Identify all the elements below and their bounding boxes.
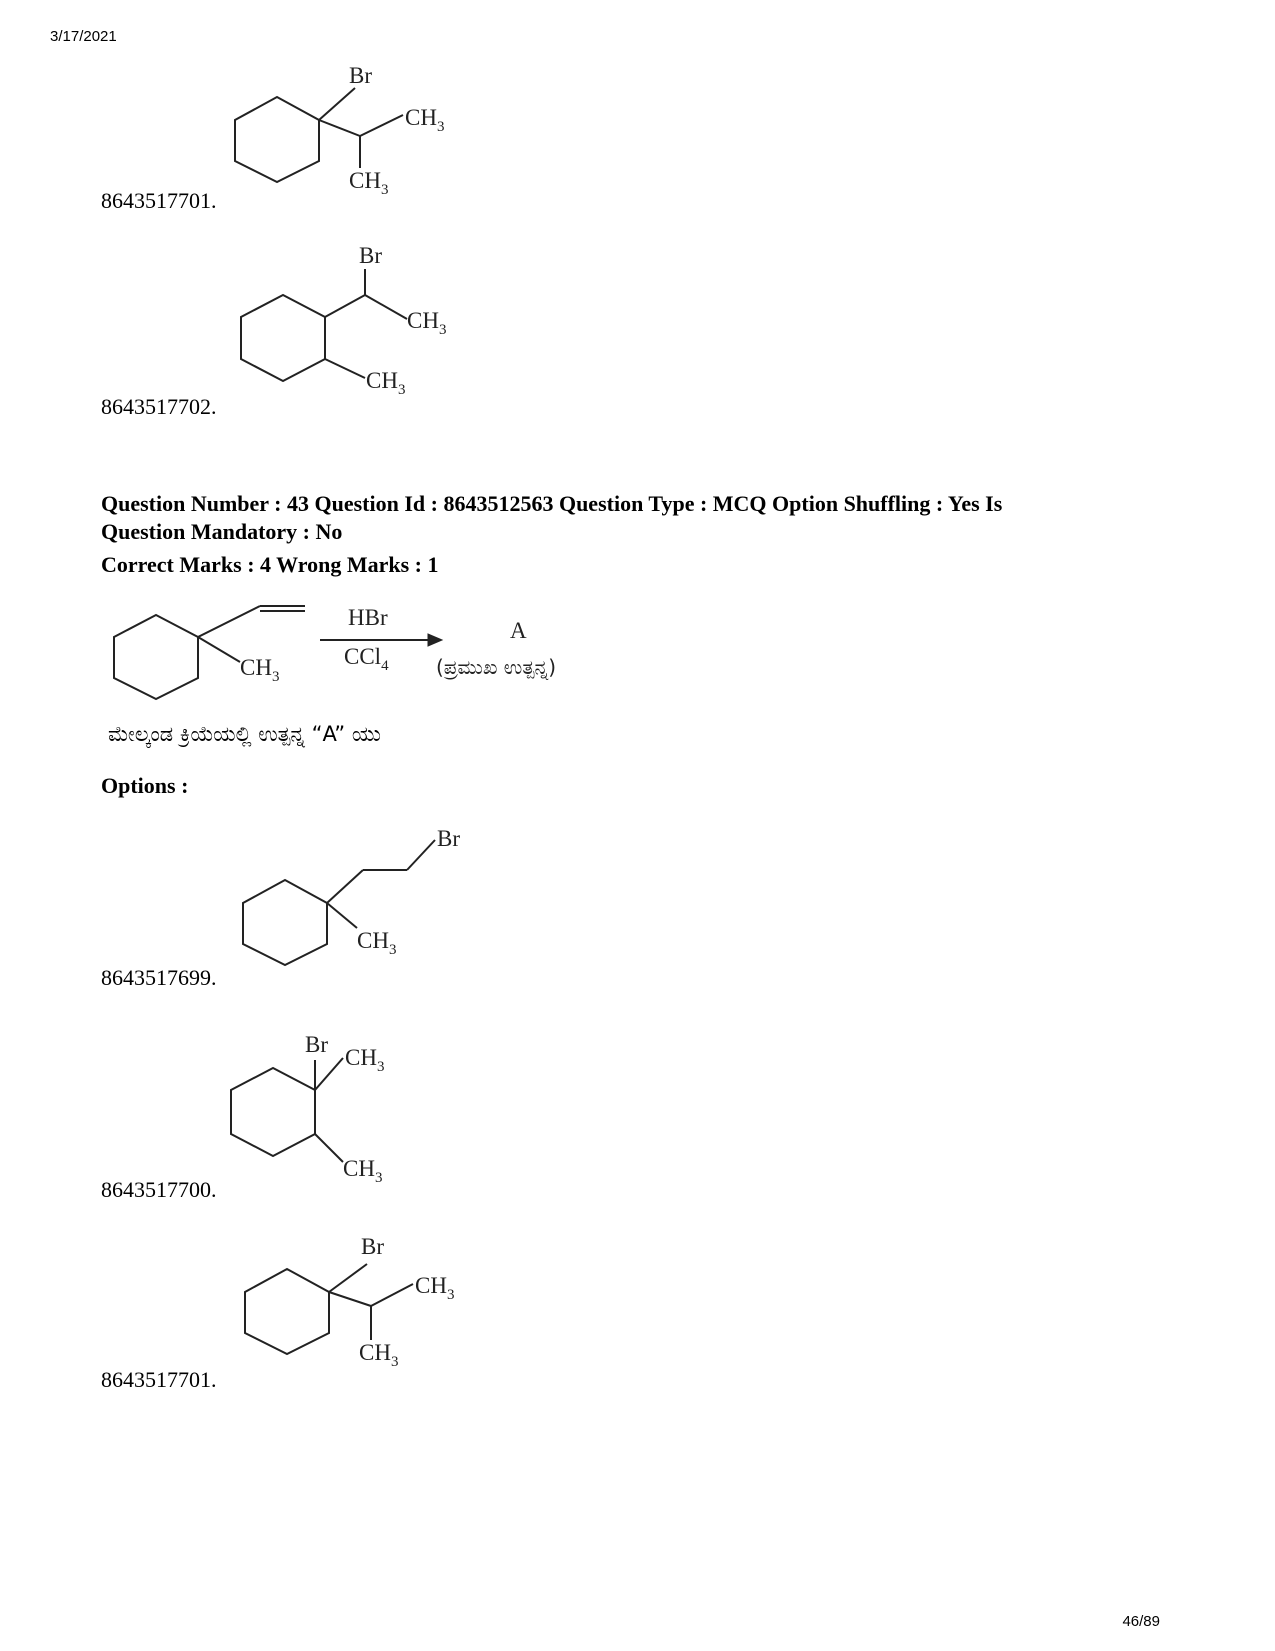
label-ch: CH [240,655,272,680]
reagent-sub: 4 [381,658,389,674]
label-sub: 3 [376,1059,385,1075]
svg-text:CH3 [357,928,396,958]
svg-text:CH3 [407,308,446,338]
label-ch: CH [407,308,439,333]
question-marks: Correct Marks : 4 Wrong Marks : 1 [101,552,439,577]
label-ch: CH [357,928,389,953]
label-sub: 3 [374,1170,383,1186]
svg-text:CH3 [359,1340,398,1370]
label-br: Br [359,243,382,268]
label-ch: CH [359,1340,391,1365]
question-stem: ಮೇಲ್ಕಂಡ ಕ್ರಿಯೆಯಲ್ಲಿ ಉತ್ಪನ್ನ “A” ಯು [108,722,381,746]
arrow-head [428,634,442,646]
svg-text:CH3 [366,368,405,398]
svg-text:CH3 [405,105,444,135]
label-ch: CH [349,168,381,193]
svg-text:CH3 [240,655,279,685]
label-ch: CH [405,105,437,130]
structure-option-8643517702 [235,245,495,415]
label-br: Br [437,826,460,851]
label-sub: 3 [380,182,389,198]
svg-text:CH3 [345,1045,384,1075]
label-sub: 3 [388,942,397,958]
structure-option-8643517699 [235,820,495,970]
cyclohexane-ring [114,615,198,699]
label-sub: 3 [390,1354,399,1370]
options-label: Options : [101,773,189,798]
svg-text:CH3 [415,1273,454,1303]
header-date: 3/17/2021 [50,28,117,45]
product-label: A [510,618,527,643]
structure-option-8643517701-top [225,60,485,210]
cyclohexane-ring [241,295,325,381]
page-number: 46/89 [1122,1613,1160,1630]
option-id: 8643517701. [101,1367,217,1392]
label-ch: CH [366,368,398,393]
cyclohexane-ring [243,880,327,965]
question-meta-line2: Question Mandatory : No [101,519,343,544]
cyclohexane-ring [231,1068,315,1156]
option-id: 8643517701. [101,188,217,213]
option-id: 8643517700. [101,1177,217,1202]
label-br: Br [349,63,372,88]
question-meta [101,490,1181,546]
label-br: Br [361,1234,384,1259]
svg-text:CH3 [343,1156,382,1186]
structure-option-8643517701 [235,1230,495,1380]
label-ch: CH [345,1045,377,1070]
cyclohexane-ring [245,1269,329,1354]
product-note: (ಪ್ರಮುಖ ಉತ್ಪನ್ನ) [436,655,557,679]
label-sub: 3 [271,669,280,685]
reaction-scheme [110,600,670,715]
label-sub: 3 [397,382,406,398]
question-meta-line1: Question Number : 43 Question Id : 8643512563 Question Type : MCQ Option Shuffling : Yes Is [101,491,1003,516]
option-id: 8643517699. [101,965,217,990]
reagent-bottom: CCl [344,644,382,669]
option-id: 8643517702. [101,394,217,419]
svg-text:CH3 [349,168,388,198]
label-br: Br [305,1032,328,1057]
label-ch: CH [343,1156,375,1181]
label-sub: 3 [436,119,445,135]
structure-option-8643517700 [225,1030,485,1190]
reagent-top: HBr [348,605,388,630]
cyclohexane-ring [235,97,319,182]
label-ch: CH [415,1273,447,1298]
svg-text:CCl4 [344,644,389,674]
label-sub: 3 [438,322,447,338]
label-sub: 3 [446,1287,455,1303]
